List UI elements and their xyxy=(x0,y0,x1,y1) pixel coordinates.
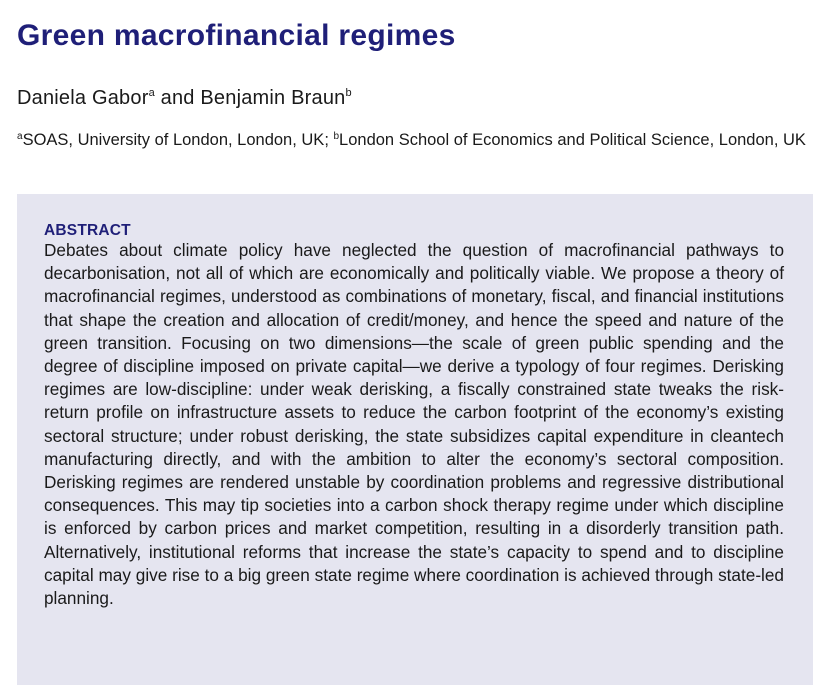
abstract-heading: ABSTRACT xyxy=(44,222,131,239)
author-name: Daniela Gabor xyxy=(17,87,149,109)
affiliation-text: SOAS, University of London, London, UK; xyxy=(22,131,334,149)
affiliation-mark: a xyxy=(17,131,23,142)
author-line xyxy=(17,84,352,112)
affiliation-text: London School of Economics and Political Science, London, UK xyxy=(339,131,806,149)
affiliations xyxy=(17,128,813,152)
affiliation-mark: b xyxy=(345,87,352,99)
paper-title: Green macrofinancial regimes xyxy=(17,19,456,52)
abstract-box xyxy=(17,194,813,685)
author-connector: and xyxy=(154,87,201,109)
affiliation-mark: a xyxy=(148,87,155,99)
abstract-text: Debates about climate policy have neglected the question of macrofinancial pathways to decarbonisation, not all of which are economically and politically viable. We propose a theory of macrofinancial regimes, understood as combinations of monetary, fiscal, and financial institutions that shape the creation and allocation of credit/​money, and hence the speed and nature of the green transition. Focusing on two dimensions—the scale of green public spending and the degree of discipline imposed on private capital—we derive a typology of four regimes. Derisking regimes are low-discipline: under weak derisking, a fiscally constrained state tweaks the risk-return profile on infrastructure assets to reduce the carbon footprint of the economy’s existing sectoral structure; under robust derisking, the state subsidizes capital expenditure in cleantech manufacturing directly, and with the ambition to alter the economy’s sectoral composition. Derisking regimes are rendered unstable by coordination problems and regressive distributional consequences. This may tip societies into a carbon shock therapy regime under which discipline is enforced by carbon prices and market competition, resulting in a disorderly transition path. Alternatively, institutional reforms that increase the state’s capacity to spend and to discipline capital may give rise to a big green state regime where coordination is achieved through state-led planning. xyxy=(44,240,784,609)
affiliation-mark: b xyxy=(333,131,340,142)
author-name: Benjamin Braun xyxy=(200,87,346,109)
